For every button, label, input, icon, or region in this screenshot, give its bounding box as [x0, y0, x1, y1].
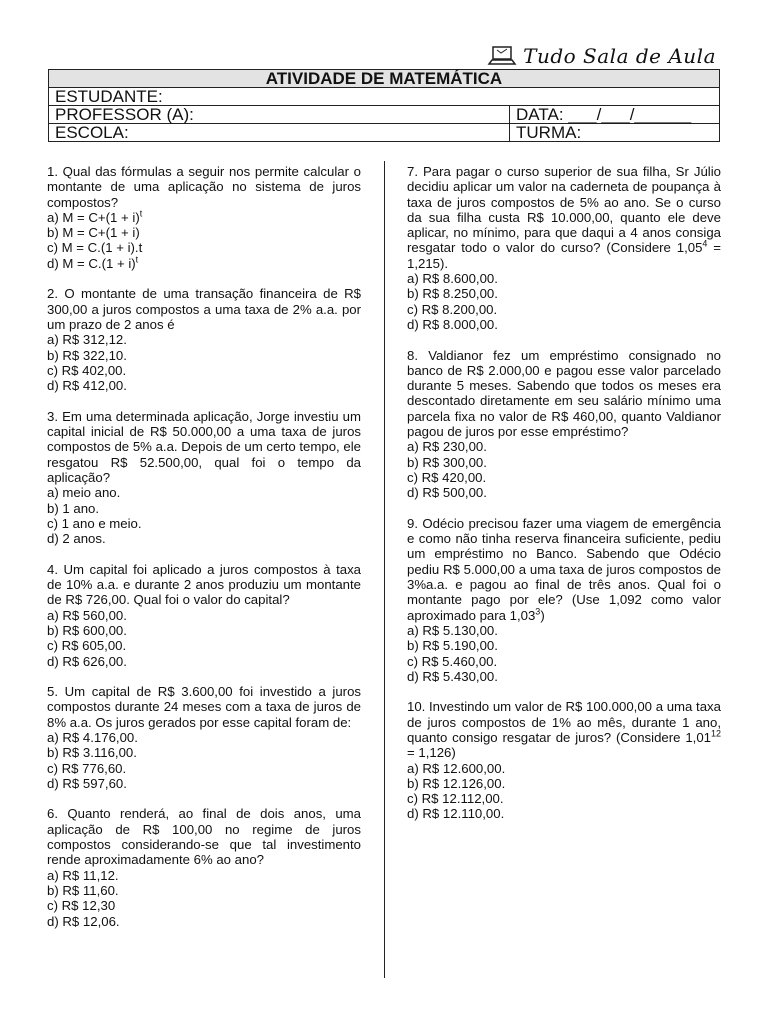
option-c: c) R$ 776,60.	[47, 760, 127, 776]
question-6	[47, 806, 361, 928]
question-1	[47, 164, 361, 271]
option-a: a) R$ 4.176,00.	[47, 729, 138, 745]
option-a: a) $M = C+(1 + i)^t$	[47, 208, 143, 225]
option-a: a) meio ano.	[47, 485, 121, 501]
option-c: c) R$ 5.460,00.	[407, 653, 498, 669]
question-text: 3. Em uma determinada aplicação, Jorge investiu um capital inicial de R$ 50.000,00 a uma taxa de juros compostos de 5% a.a. Depois de um certo tempo, ele resgatou R$ 52.500,00, qual foi o tempo da aplicação?	[47, 408, 361, 485]
teacher-field: PROFESSOR (A):	[49, 106, 510, 124]
option-a: a) R$ 312,12.	[47, 332, 127, 348]
option-b: b) R$ 11,60.	[47, 882, 119, 898]
option-d: d) R$ 597,60.	[47, 775, 127, 791]
option-b: b) R$ 600,00.	[47, 622, 127, 638]
option-d: d) R$ 12,06.	[47, 913, 120, 929]
option-c: c) R$ 12.112,00.	[407, 791, 504, 807]
question-text: 2. O montante de uma transação financeira de R$ 300,00 a juros compostos a uma taxa de 2% a.a. por um prazo de 2 anos é	[47, 286, 361, 332]
brand-logo	[487, 44, 716, 68]
question-5	[47, 684, 361, 791]
header-table	[48, 69, 720, 142]
class-field: TURMA:	[510, 124, 720, 142]
question-3	[47, 409, 361, 547]
option-c: c) R$ 605,00.	[47, 638, 127, 654]
question-8	[407, 348, 721, 501]
question-4	[47, 562, 361, 669]
option-b: b) M = C+(1 + i)	[47, 225, 140, 241]
option-a: a) R$ 5.130,00.	[407, 622, 498, 638]
question-10	[407, 699, 721, 821]
question-text: 9. Odécio precisou fazer uma viagem de emergência e como não tinha reserva financeira suficiente, pediu um empréstimo no Banco. Sabendo que Odécio pediu R$ 5.000,00 a uma taxa de juros compostos de 3%a.a. e pagou ao final de três anos. Qual foi o montante pago por ele? (Use 1,092 como valor aproximado para 1,03$^3$)	[407, 515, 721, 623]
option-d: d) 2 anos.	[47, 531, 106, 547]
option-d: d) R$ 500,00.	[407, 485, 487, 501]
option-a: a) R$ 230,00.	[407, 439, 487, 455]
question-text: 5. Um capital de R$ 3.600,00 foi investido a juros compostos durante 24 meses com a taxa de juros de 8% a.a. Os juros gerados por esse capital foram de:	[47, 684, 361, 730]
option-c: c) R$ 8.200,00.	[407, 301, 498, 317]
option-d: d) R$ 626,00.	[47, 653, 127, 669]
date-field: DATA: ___/___/______	[510, 106, 720, 124]
question-text: 4. Um capital foi aplicado a juros compostos à taxa de 10% a.a. e durante 2 anos produziu um montante de R$ 726,00. Qual foi o valor do capital?	[47, 561, 361, 608]
question-7	[407, 164, 721, 332]
left-column	[47, 164, 361, 944]
right-column	[407, 164, 721, 837]
option-a: a) R$ 8.600,00.	[407, 271, 498, 287]
school-field: ESCOLA:	[49, 124, 510, 142]
question-text: 8. Valdianor fez um empréstimo consignado no banco de R$ 2.000,00 e pagou esse valor parcelado durante 5 meses. Sabendo que todos os meses era descontado diretamente em seu salário mínimo uma parcela fixa no valor de R$ 460,00, quanto Valdianor pagou de juros por esse empréstimo?	[407, 347, 721, 440]
student-field: ESTUDANTE:	[49, 88, 720, 106]
question-2	[47, 286, 361, 393]
logo-text: Tudo Sala de Aula	[523, 44, 716, 68]
question-text: 10. Investindo um valor de R$ 100.000,00 a uma taxa de juros compostos de 1% ao mês, durante 1 ano, quanto consigo resgatar de juros? (Considere $1,01^{12} = 1,126$)	[407, 699, 721, 761]
option-b: b) R$ 12.126,00.	[407, 775, 506, 791]
question-text: 7. Para pagar o curso superior de sua filha, Sr Júlio decidiu aplicar um valor na caderneta de poupança à taxa de juros compostos de 5% ao ano. Se o curso da sua filha custa R$ 10.000,00, quanto ele deve aplicar, no mínimo, para que daqui a 4 anos consiga resgatar todo o valor do curso? (Considere $1,05^4 = 1,215$).	[407, 164, 721, 271]
option-d: d) R$ 8.000,00.	[407, 316, 498, 332]
option-c: c) R$ 420,00.	[407, 469, 487, 485]
option-c: c) 1 ano e meio.	[47, 515, 142, 531]
column-divider	[384, 161, 385, 978]
option-d: d) R$ 5.430,00.	[407, 668, 498, 684]
option-d: d) R$ 12.110,00.	[407, 806, 505, 822]
option-c: c) R$ 402,00.	[47, 362, 127, 378]
option-c: c) R$ 12,30	[47, 898, 116, 914]
option-b: b) R$ 3.116,00.	[47, 745, 137, 761]
option-d: d) R$ 412,00.	[47, 378, 127, 394]
option-d: d) $M = C.(1 + i)^t$	[47, 254, 139, 271]
page-title: ATIVIDADE DE MATEMÁTICA	[49, 70, 720, 88]
option-b: b) R$ 300,00.	[407, 454, 487, 470]
option-b: b) R$ 322,10.	[47, 347, 127, 363]
question-text: 6. Quanto renderá, ao final de dois anos, uma aplicação de R$ 100,00 no regime de juros compostos considerando-se que tal investimento rende aproximadamente 6% ao ano?	[47, 806, 361, 868]
option-b: b) R$ 5.190,00.	[407, 638, 498, 654]
question-9	[407, 516, 721, 684]
laptop-icon	[487, 44, 517, 68]
question-text: 1. Qual das fórmulas a seguir nos permite calcular o montante de uma aplicação no sistema de juros compostos?	[47, 164, 361, 210]
option-b: b) 1 ano.	[47, 500, 100, 516]
option-c: c) M = C.(1 + i).t	[47, 240, 143, 256]
option-a: a) R$ 11,12.	[47, 867, 119, 883]
option-b: b) R$ 8.250,00.	[407, 286, 498, 302]
option-a: a) R$ 12.600,00.	[407, 760, 506, 776]
option-a: a) R$ 560,00.	[47, 607, 127, 623]
